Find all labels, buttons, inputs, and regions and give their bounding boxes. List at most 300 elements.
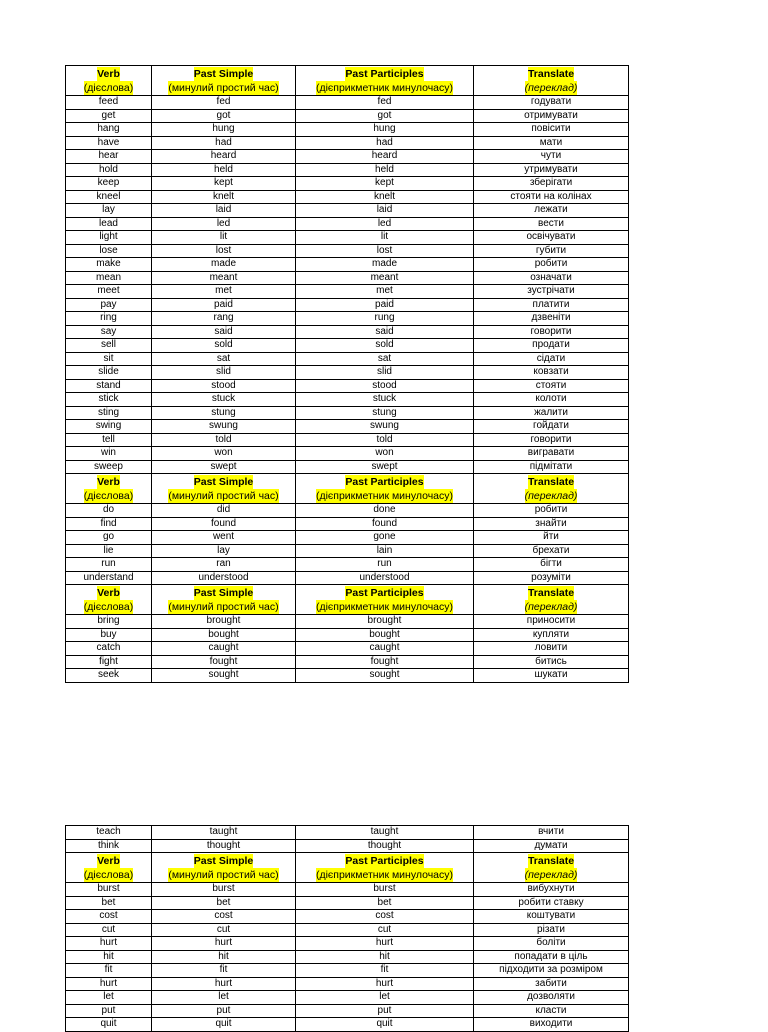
verb-cell: sweep [66, 460, 152, 474]
past-participle-cell: sold [296, 339, 474, 353]
past-simple-cell: meant [152, 271, 296, 285]
past-participle-cell: made [296, 258, 474, 272]
table-row [66, 379, 629, 393]
verb-cell: keep [66, 177, 152, 191]
past-participle-cell: burst [296, 883, 474, 897]
past-simple-cell: slid [152, 366, 296, 380]
table-row [66, 883, 629, 897]
past-participle-cell: let [296, 991, 474, 1005]
table-row [66, 231, 629, 245]
past-participle-cell: sought [296, 669, 474, 683]
header-cell-past-simple [152, 66, 296, 96]
past-simple-cell: knelt [152, 190, 296, 204]
header-title: Past Participles [345, 854, 424, 867]
header-cell-past-participle [296, 66, 474, 96]
past-participle-cell: put [296, 1004, 474, 1018]
translate-cell: зберігати [474, 177, 629, 191]
header-cell-verb [66, 585, 152, 615]
translate-cell: знайти [474, 517, 629, 531]
table-row [66, 150, 629, 164]
translate-cell: лежати [474, 204, 629, 218]
translate-cell: робити [474, 258, 629, 272]
past-simple-cell: fit [152, 964, 296, 978]
translate-cell: колоти [474, 393, 629, 407]
irregular-verbs-table-2 [65, 825, 629, 1032]
translate-cell: освічувати [474, 231, 629, 245]
past-simple-cell: sought [152, 669, 296, 683]
translate-cell: ловити [474, 642, 629, 656]
verb-cell: meet [66, 285, 152, 299]
table-row [66, 991, 629, 1005]
table-row [66, 977, 629, 991]
table-row [66, 628, 629, 642]
verb-cell: pay [66, 298, 152, 312]
translate-cell: дозволяти [474, 991, 629, 1005]
translate-cell: бігти [474, 558, 629, 572]
past-participle-cell: found [296, 517, 474, 531]
translate-cell: вигравати [474, 447, 629, 461]
verb-cell: sit [66, 352, 152, 366]
past-participle-cell: hit [296, 950, 474, 964]
table-row [66, 642, 629, 656]
verb-cell: lay [66, 204, 152, 218]
header-subtitle: (минулий простий час) [168, 489, 279, 502]
past-simple-cell: let [152, 991, 296, 1005]
header-cell-past-simple [152, 474, 296, 504]
verb-cell: fight [66, 655, 152, 669]
header-title: Past Participles [345, 475, 424, 488]
table-row [66, 910, 629, 924]
past-simple-cell: taught [152, 826, 296, 840]
past-simple-cell: lit [152, 231, 296, 245]
past-participle-cell: paid [296, 298, 474, 312]
verb-cell: slide [66, 366, 152, 380]
past-participle-cell: kept [296, 177, 474, 191]
translate-cell: купляти [474, 628, 629, 642]
header-title: Translate [527, 586, 575, 599]
past-simple-cell: stuck [152, 393, 296, 407]
verb-cell: let [66, 991, 152, 1005]
header-subtitle: (дієслова) [83, 489, 134, 502]
verb-cell: understand [66, 571, 152, 585]
verb-cell: teach [66, 826, 152, 840]
past-participle-cell: stood [296, 379, 474, 393]
past-participle-cell: hung [296, 123, 474, 137]
past-simple-cell: made [152, 258, 296, 272]
verb-cell: stick [66, 393, 152, 407]
header-title: Translate [527, 854, 575, 867]
translate-cell: сідати [474, 352, 629, 366]
table-row [66, 298, 629, 312]
past-participle-cell: cost [296, 910, 474, 924]
translate-cell: годувати [474, 96, 629, 110]
verb-cell: feed [66, 96, 152, 110]
table-row [66, 312, 629, 326]
verb-cell: light [66, 231, 152, 245]
verb-cell: sell [66, 339, 152, 353]
past-participle-cell: got [296, 109, 474, 123]
header-subtitle: (переклад) [524, 81, 578, 94]
table-row [66, 406, 629, 420]
verb-cell: catch [66, 642, 152, 656]
table-row [66, 964, 629, 978]
past-simple-cell: paid [152, 298, 296, 312]
past-participle-cell: swept [296, 460, 474, 474]
verb-cell: hang [66, 123, 152, 137]
table-row [66, 544, 629, 558]
past-participle-cell: lost [296, 244, 474, 258]
past-simple-cell: stung [152, 406, 296, 420]
table-row [66, 460, 629, 474]
past-simple-cell: laid [152, 204, 296, 218]
verb-cell: hear [66, 150, 152, 164]
past-participle-cell: thought [296, 839, 474, 853]
past-participle-cell: lain [296, 544, 474, 558]
translate-cell: зустрічати [474, 285, 629, 299]
translate-cell: робити [474, 504, 629, 518]
verb-cell: buy [66, 628, 152, 642]
table-row [66, 504, 629, 518]
verb-cell: mean [66, 271, 152, 285]
verb-cell: stand [66, 379, 152, 393]
table-row [66, 244, 629, 258]
header-title: Verb [97, 67, 120, 80]
header-subtitle: (переклад) [524, 600, 578, 613]
past-simple-cell: cut [152, 923, 296, 937]
verb-cell: bet [66, 896, 152, 910]
translate-cell: розуміти [474, 571, 629, 585]
past-participle-cell: lit [296, 231, 474, 245]
verb-cell: have [66, 136, 152, 150]
past-simple-cell: led [152, 217, 296, 231]
translate-cell: вчити [474, 826, 629, 840]
past-participle-cell: taught [296, 826, 474, 840]
translate-cell: означати [474, 271, 629, 285]
past-participle-cell: meant [296, 271, 474, 285]
past-participle-cell: swung [296, 420, 474, 434]
verb-cell: sting [66, 406, 152, 420]
verb-cell: get [66, 109, 152, 123]
past-simple-cell: said [152, 325, 296, 339]
table-row [66, 896, 629, 910]
header-title: Verb [97, 586, 120, 599]
verb-cell: quit [66, 1018, 152, 1032]
verb-cell: go [66, 531, 152, 545]
table-row [66, 190, 629, 204]
translate-cell: робити ставку [474, 896, 629, 910]
past-participle-cell: said [296, 325, 474, 339]
table-row [66, 655, 629, 669]
table-row [66, 615, 629, 629]
past-simple-cell: cost [152, 910, 296, 924]
verb-cell: do [66, 504, 152, 518]
past-participle-cell: told [296, 433, 474, 447]
verb-cell: swing [66, 420, 152, 434]
past-simple-cell: put [152, 1004, 296, 1018]
past-participle-cell: hurt [296, 977, 474, 991]
past-participle-cell: bet [296, 896, 474, 910]
header-cell-past-participle [296, 585, 474, 615]
header-subtitle: (дієслова) [83, 868, 134, 881]
past-simple-cell: swung [152, 420, 296, 434]
header-subtitle: (переклад) [524, 489, 578, 502]
header-subtitle: (дієслова) [83, 600, 134, 613]
translate-cell: дзвеніти [474, 312, 629, 326]
table-row [66, 177, 629, 191]
translate-cell: битись [474, 655, 629, 669]
past-simple-cell: fought [152, 655, 296, 669]
table-header-row [66, 66, 629, 96]
translate-cell: гойдати [474, 420, 629, 434]
verb-cell: cost [66, 910, 152, 924]
past-simple-cell: hit [152, 950, 296, 964]
past-participle-cell: rung [296, 312, 474, 326]
past-simple-cell: told [152, 433, 296, 447]
past-simple-cell: fed [152, 96, 296, 110]
verb-cell: bring [66, 615, 152, 629]
translate-cell: отримувати [474, 109, 629, 123]
table-row [66, 325, 629, 339]
table-row [66, 571, 629, 585]
translate-cell: стояти [474, 379, 629, 393]
past-simple-cell: lost [152, 244, 296, 258]
translate-cell: приносити [474, 615, 629, 629]
translate-cell: коштувати [474, 910, 629, 924]
past-participle-cell: gone [296, 531, 474, 545]
past-simple-cell: rang [152, 312, 296, 326]
table-row [66, 531, 629, 545]
past-participle-cell: sat [296, 352, 474, 366]
table-header-row [66, 853, 629, 883]
translate-cell: губити [474, 244, 629, 258]
translate-cell: чути [474, 150, 629, 164]
translate-cell: брехати [474, 544, 629, 558]
verb-cell: run [66, 558, 152, 572]
table-row [66, 1018, 629, 1032]
past-simple-cell: swept [152, 460, 296, 474]
translate-cell: підходити за розміром [474, 964, 629, 978]
past-participle-cell: fit [296, 964, 474, 978]
past-simple-cell: met [152, 285, 296, 299]
past-simple-cell: ran [152, 558, 296, 572]
past-simple-cell: had [152, 136, 296, 150]
header-subtitle: (дієприкметник минулочасу) [315, 489, 454, 502]
past-participle-cell: stung [296, 406, 474, 420]
verb-cell: lose [66, 244, 152, 258]
table-header-row [66, 474, 629, 504]
table-row [66, 923, 629, 937]
header-cell-past-participle [296, 474, 474, 504]
past-participle-cell: held [296, 163, 474, 177]
translate-cell: говорити [474, 325, 629, 339]
table-row [66, 950, 629, 964]
header-subtitle: (минулий простий час) [168, 868, 279, 881]
verb-cell: lead [66, 217, 152, 231]
header-cell-translate [474, 585, 629, 615]
translate-cell: вибухнути [474, 883, 629, 897]
table-row [66, 826, 629, 840]
table-row [66, 136, 629, 150]
past-simple-cell: won [152, 447, 296, 461]
header-cell-verb [66, 66, 152, 96]
translate-cell: платити [474, 298, 629, 312]
header-subtitle: (дієприкметник минулочасу) [315, 81, 454, 94]
header-cell-past-participle [296, 853, 474, 883]
table-row [66, 366, 629, 380]
header-cell-verb [66, 474, 152, 504]
header-cell-past-simple [152, 853, 296, 883]
past-participle-cell: done [296, 504, 474, 518]
past-simple-cell: sold [152, 339, 296, 353]
translate-cell: підмітати [474, 460, 629, 474]
translate-cell: жалити [474, 406, 629, 420]
past-simple-cell: hurt [152, 937, 296, 951]
past-simple-cell: did [152, 504, 296, 518]
verb-cell: seek [66, 669, 152, 683]
past-simple-cell: sat [152, 352, 296, 366]
table-row [66, 839, 629, 853]
past-participle-cell: led [296, 217, 474, 231]
verb-cell: hit [66, 950, 152, 964]
verb-cell: hurt [66, 977, 152, 991]
header-title: Past Simple [193, 854, 254, 867]
past-participle-cell: brought [296, 615, 474, 629]
verb-cell: find [66, 517, 152, 531]
past-participle-cell: won [296, 447, 474, 461]
translate-cell: стояти на колінах [474, 190, 629, 204]
translate-cell: боліти [474, 937, 629, 951]
header-subtitle: (минулий простий час) [168, 81, 279, 94]
verb-cell: kneel [66, 190, 152, 204]
translate-cell: шукати [474, 669, 629, 683]
header-cell-translate [474, 853, 629, 883]
translate-cell: виходити [474, 1018, 629, 1032]
translate-cell: утримувати [474, 163, 629, 177]
past-participle-cell: knelt [296, 190, 474, 204]
table-row [66, 433, 629, 447]
header-cell-past-simple [152, 585, 296, 615]
translate-cell: говорити [474, 433, 629, 447]
past-simple-cell: stood [152, 379, 296, 393]
verb-cell: cut [66, 923, 152, 937]
header-subtitle: (переклад) [524, 868, 578, 881]
verb-cell: lie [66, 544, 152, 558]
verb-cell: win [66, 447, 152, 461]
verb-cell: put [66, 1004, 152, 1018]
header-title: Past Participles [345, 586, 424, 599]
header-title: Verb [97, 475, 120, 488]
verb-cell: hurt [66, 937, 152, 951]
header-cell-verb [66, 853, 152, 883]
table-row [66, 258, 629, 272]
header-cell-translate [474, 66, 629, 96]
past-simple-cell: bought [152, 628, 296, 642]
past-participle-cell: heard [296, 150, 474, 164]
table-row [66, 109, 629, 123]
past-simple-cell: found [152, 517, 296, 531]
header-cell-translate [474, 474, 629, 504]
past-participle-cell: met [296, 285, 474, 299]
past-simple-cell: hung [152, 123, 296, 137]
header-title: Past Simple [193, 67, 254, 80]
table-row [66, 163, 629, 177]
past-participle-cell: had [296, 136, 474, 150]
translate-cell: забити [474, 977, 629, 991]
past-simple-cell: bet [152, 896, 296, 910]
irregular-verbs-table-1 [65, 65, 629, 683]
table-row [66, 217, 629, 231]
header-subtitle: (дієприкметник минулочасу) [315, 600, 454, 613]
table-row [66, 937, 629, 951]
translate-cell: мати [474, 136, 629, 150]
header-subtitle: (минулий простий час) [168, 600, 279, 613]
past-participle-cell: cut [296, 923, 474, 937]
past-simple-cell: thought [152, 839, 296, 853]
past-simple-cell: hurt [152, 977, 296, 991]
header-title: Translate [527, 475, 575, 488]
table-header-row [66, 585, 629, 615]
translate-cell: класти [474, 1004, 629, 1018]
past-simple-cell: went [152, 531, 296, 545]
past-simple-cell: burst [152, 883, 296, 897]
table-row [66, 96, 629, 110]
verb-cell: burst [66, 883, 152, 897]
verb-cell: say [66, 325, 152, 339]
past-participle-cell: run [296, 558, 474, 572]
past-simple-cell: got [152, 109, 296, 123]
header-subtitle: (дієприкметник минулочасу) [315, 868, 454, 881]
past-simple-cell: kept [152, 177, 296, 191]
past-participle-cell: slid [296, 366, 474, 380]
table-row [66, 352, 629, 366]
translate-cell: продати [474, 339, 629, 353]
verb-cell: tell [66, 433, 152, 447]
past-participle-cell: laid [296, 204, 474, 218]
table-row [66, 339, 629, 353]
table-row [66, 420, 629, 434]
table-row [66, 271, 629, 285]
header-title: Past Participles [345, 67, 424, 80]
verb-cell: fit [66, 964, 152, 978]
table-row [66, 1004, 629, 1018]
verb-cell: ring [66, 312, 152, 326]
table-row [66, 123, 629, 137]
table-row [66, 393, 629, 407]
past-simple-cell: heard [152, 150, 296, 164]
past-participle-cell: stuck [296, 393, 474, 407]
past-participle-cell: fought [296, 655, 474, 669]
table-row [66, 558, 629, 572]
table-row [66, 447, 629, 461]
verb-cell: hold [66, 163, 152, 177]
header-title: Past Simple [193, 586, 254, 599]
header-title: Past Simple [193, 475, 254, 488]
translate-cell: ковзати [474, 366, 629, 380]
table-row [66, 517, 629, 531]
translate-cell: повісити [474, 123, 629, 137]
past-participle-cell: fed [296, 96, 474, 110]
past-simple-cell: lay [152, 544, 296, 558]
verb-cell: think [66, 839, 152, 853]
header-title: Translate [527, 67, 575, 80]
translate-cell: різати [474, 923, 629, 937]
translate-cell: вести [474, 217, 629, 231]
translate-cell: думати [474, 839, 629, 853]
past-simple-cell: held [152, 163, 296, 177]
past-participle-cell: hurt [296, 937, 474, 951]
table-row [66, 669, 629, 683]
past-simple-cell: understood [152, 571, 296, 585]
